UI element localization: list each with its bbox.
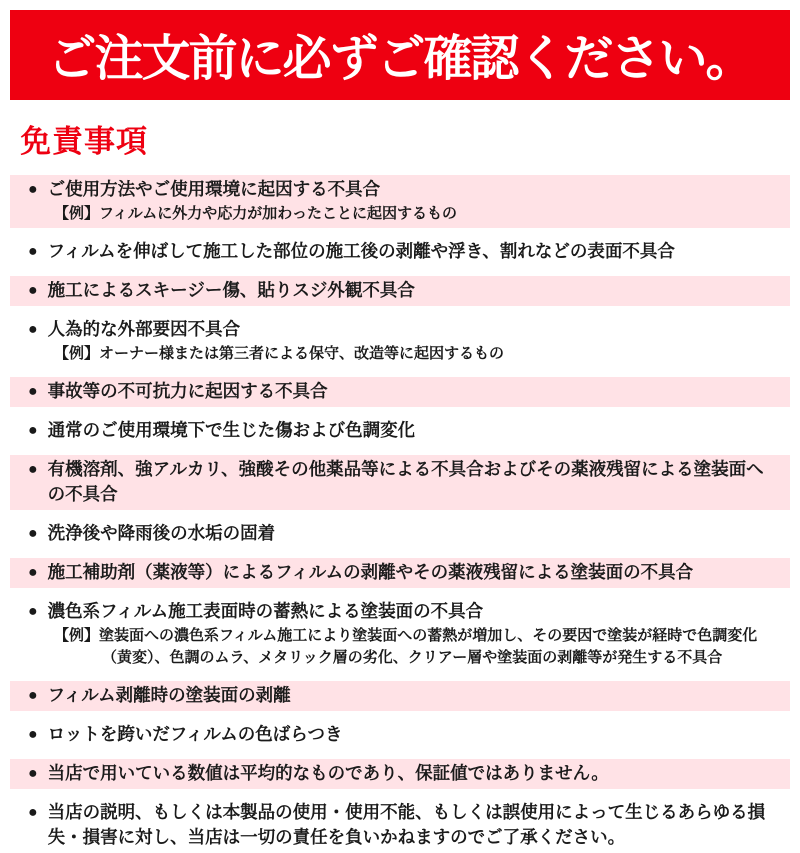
disclaimer-text: 施工補助剤（薬液等）によるフィルムの剥離やその薬液残留による塗装面の不具合 (47, 562, 694, 582)
section-title: 免責事項 (20, 124, 148, 159)
disclaimer-page (0, 10, 800, 847)
bullet-icon: ● (28, 603, 38, 620)
disclaimer-item-main (28, 177, 776, 202)
disclaimer-text: 有機溶剤、強アルカリ、強酸その他薬品等による不具合およびその薬液残留による塗装面への不具合 (47, 459, 764, 504)
bullet-icon: ● (28, 461, 38, 478)
disclaimer-item-main (28, 683, 776, 708)
disclaimer-item (10, 377, 790, 407)
disclaimer-item-main (28, 317, 776, 342)
disclaimer-item-main (28, 457, 776, 507)
disclaimer-example: 【例】フィルムに外力や応力が加わったことに起因するもの (54, 205, 458, 222)
banner-title: ご注文前に必ずご確認ください。 (47, 32, 753, 86)
disclaimer-item-main (28, 278, 776, 303)
disclaimer-text: 洗浄後や降雨後の水垢の固着 (47, 523, 276, 543)
bullet-icon: ● (28, 765, 38, 782)
disclaimer-item-main (28, 239, 776, 264)
bullet-icon: ● (28, 321, 38, 338)
disclaimer-item (10, 558, 790, 588)
disclaimer-text: 人為的な外部要因不具合 (47, 319, 241, 339)
disclaimer-item (10, 416, 790, 446)
bullet-icon: ● (28, 804, 38, 821)
bullet-icon: ● (28, 726, 38, 743)
disclaimer-text: 施工によるスキージー傷、貼りスジ外観不具合 (47, 280, 415, 300)
disclaimer-text: 当店で用いている数値は平均的なものであり、保証値ではありません。 (47, 763, 609, 783)
disclaimer-example: 【例】オーナー様または第三者による保守、改造等に起因するもの (54, 345, 505, 362)
disclaimer-item-main (28, 379, 776, 404)
disclaimer-item (10, 315, 790, 368)
disclaimer-item (10, 175, 790, 228)
disclaimer-example: 【例】塗装面への濃色系フィルム施工により塗装面への蓄熱が増加し、その要因で塗装が経時で色調変化（黄変）、色調のムラ、メタリック層の劣化、クリアー層や塗装面の剥離等が発生する不具合 (54, 627, 758, 666)
disclaimer-text: フィルム剥離時の塗装面の剥離 (47, 685, 291, 705)
disclaimer-text: 濃色系フィルム施工表面時の蓄熱による塗装面の不具合 (47, 601, 484, 621)
disclaimer-item-main (28, 521, 776, 546)
disclaimer-item-main (28, 761, 776, 786)
disclaimer-item-main (28, 800, 776, 850)
bullet-icon: ● (28, 282, 38, 299)
disclaimer-text: 事故等の不可抗力に起因する不具合 (47, 381, 328, 401)
disclaimer-text: ロットを跨いだフィルムの色ばらつき (47, 724, 343, 744)
bullet-icon: ● (28, 422, 38, 439)
disclaimer-item-main (28, 560, 776, 585)
disclaimer-list (10, 175, 790, 853)
disclaimer-item-main (28, 722, 776, 747)
disclaimer-item (10, 237, 790, 267)
bullet-icon: ● (28, 687, 38, 704)
disclaimer-text: フィルムを伸ばして施工した部位の施工後の剥離や浮き、割れなどの表面不具合 (47, 241, 675, 261)
disclaimer-item (10, 276, 790, 306)
disclaimer-text: ご使用方法やご使用環境に起因する不具合 (47, 179, 381, 199)
bullet-icon: ● (28, 564, 38, 581)
disclaimer-item (10, 759, 790, 789)
disclaimer-item (10, 798, 790, 853)
bullet-icon: ● (28, 383, 38, 400)
disclaimer-item (10, 720, 790, 750)
disclaimer-item (10, 455, 790, 510)
bullet-icon: ● (28, 525, 38, 542)
bullet-icon: ● (28, 181, 38, 198)
disclaimer-text: 当店の説明、もしくは本製品の使用・使用不能、もしくは誤使用によって生じるあらゆる損失・損害に対し、当店は一切の責任を負いかねますのでご了承ください。 (47, 802, 766, 847)
disclaimer-item-main (28, 418, 776, 443)
attention-banner (10, 10, 790, 100)
disclaimer-item (10, 519, 790, 549)
disclaimer-item (10, 597, 790, 672)
disclaimer-text: 通常のご使用環境下で生じた傷および色調変化 (47, 420, 416, 440)
bullet-icon: ● (28, 243, 38, 260)
disclaimer-item (10, 681, 790, 711)
disclaimer-item-main (28, 599, 776, 624)
